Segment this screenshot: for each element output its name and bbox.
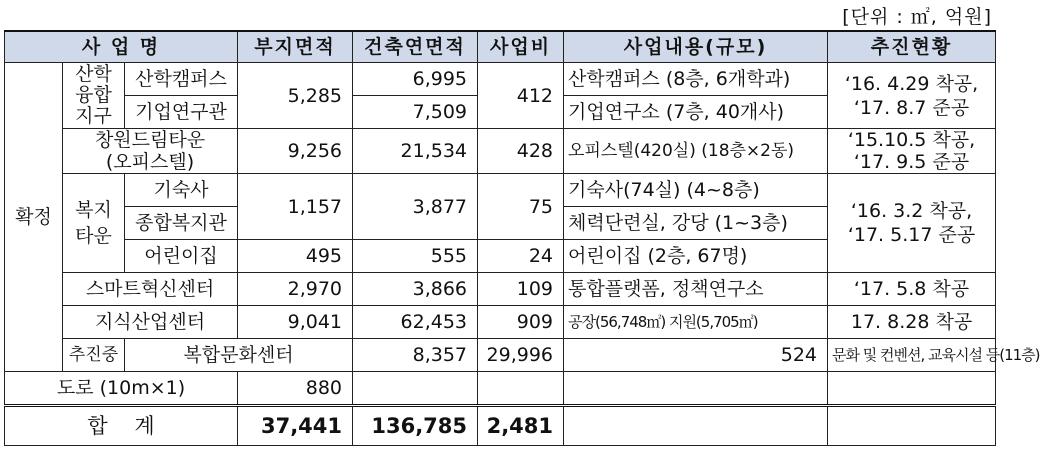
header-floor-area: 건축연면적	[353, 31, 478, 63]
culture-cost: 524	[564, 339, 828, 372]
smart-status: ‘17. 5.8 착공	[828, 273, 996, 306]
knowledge-cost: 909	[478, 306, 564, 339]
unit-label: [단위 : ㎡, 억원]	[842, 6, 992, 28]
group-confirmed: 확정	[5, 63, 63, 372]
welfare-item1-cost: 75	[478, 174, 564, 240]
sanhak-item2-floor-area: 7,509	[353, 96, 478, 129]
table-row	[5, 63, 996, 96]
welfare-item1-content: 기숙사(74실) (4~8층)	[564, 174, 828, 207]
table-row	[5, 129, 996, 174]
total-row	[5, 406, 996, 446]
knowledge-floor-area: 62,453	[353, 306, 478, 339]
sanhak-item1-name: 산학캠퍼스	[125, 63, 238, 96]
welfare-item2-name: 종합복지관	[125, 207, 238, 240]
welfare-item3-content: 어린이집 (2층, 67명)	[564, 240, 828, 273]
group-pending: 추진중	[63, 339, 125, 372]
culture-name: 복합문화센터	[125, 339, 353, 372]
total-cost: 2,481	[478, 406, 564, 446]
knowledge-status: 17. 8.28 착공	[828, 306, 996, 339]
table-row	[5, 372, 996, 406]
road-name: 도로 (10m×1)	[5, 372, 238, 406]
smart-site-area: 2,970	[238, 273, 353, 306]
knowledge-name: 지식산업센터	[63, 306, 238, 339]
road-cost	[478, 372, 564, 406]
dream-floor-area: 21,534	[353, 129, 478, 174]
welfare-item2-content: 체력단련실, 강당 (1~3층)	[564, 207, 828, 240]
welfare-group: 복지 타운	[63, 174, 125, 273]
road-content	[564, 372, 828, 406]
table-row	[5, 339, 996, 372]
sanhak-item1-floor-area: 6,995	[353, 63, 478, 96]
dream-content: 오피스텔(420실) (18층×2동)	[564, 129, 828, 174]
header-cost: 사업비	[478, 31, 564, 63]
knowledge-site-area: 9,041	[238, 306, 353, 339]
dream-cost: 428	[478, 129, 564, 174]
dream-site-area: 9,256	[238, 129, 353, 174]
sanhak-item2-content: 기업연구소 (7층, 40개사)	[564, 96, 828, 129]
smart-cost: 109	[478, 273, 564, 306]
welfare-item1-name: 기숙사	[125, 174, 238, 207]
knowledge-content: 공장(56,748㎡) 지원(5,705㎡)	[564, 306, 828, 339]
dream-status: ‘15.10.5 착공, ‘17. 9.5 준공	[828, 129, 996, 174]
road-site-area: 880	[238, 372, 353, 406]
road-floor-area	[353, 372, 478, 406]
culture-floor-area: 29,996	[478, 339, 564, 372]
welfare-item1-floor-area: 3,877	[353, 174, 478, 240]
sanhak-item1-content: 산학캠퍼스 (8층, 6개학과)	[564, 63, 828, 96]
sanhak-item2-name: 기업연구관	[125, 96, 238, 129]
smart-name: 스마트혁신센터	[63, 273, 238, 306]
header-site-area: 부지면적	[238, 31, 353, 63]
welfare-item1-site-area: 1,157	[238, 174, 353, 240]
total-label: 합 계	[5, 406, 238, 446]
smart-floor-area: 3,866	[353, 273, 478, 306]
header-row	[5, 31, 996, 63]
welfare-item3-name: 어린이집	[125, 240, 238, 273]
total-site-area: 37,441	[238, 406, 353, 446]
welfare-item3-cost: 24	[478, 240, 564, 273]
sanhak-cost: 412	[478, 63, 564, 129]
culture-content: 문화 및 컨벤션, 교육시설 등(11층)	[828, 339, 996, 372]
total-status	[828, 406, 996, 446]
welfare-item3-site-area: 495	[238, 240, 353, 273]
sanhak-site-area: 5,285	[238, 63, 353, 129]
header-content: 사업내용(규모)	[564, 31, 828, 63]
smart-content: 통합플랫폼, 정책연구소	[564, 273, 828, 306]
header-project: 사 업 명	[5, 31, 238, 63]
project-table	[4, 30, 1040, 446]
table-row	[5, 306, 996, 339]
sanhak-group: 산학 융합 지구	[63, 63, 125, 129]
welfare-status: ‘16. 3.2 착공, ‘17. 5.17 준공	[828, 174, 996, 273]
total-content	[564, 406, 828, 446]
culture-site-area: 8,357	[353, 339, 478, 372]
sanhak-status: ‘16. 4.29 착공, ‘17. 8.7 준공	[828, 63, 996, 129]
table-row	[5, 273, 996, 306]
table-row	[5, 174, 996, 207]
total-floor-area: 136,785	[353, 406, 478, 446]
header-status: 추진현황	[828, 31, 996, 63]
road-status	[828, 372, 996, 406]
welfare-item3-floor-area: 555	[353, 240, 478, 273]
dream-name: 창원드림타운 (오피스텔)	[63, 129, 238, 174]
